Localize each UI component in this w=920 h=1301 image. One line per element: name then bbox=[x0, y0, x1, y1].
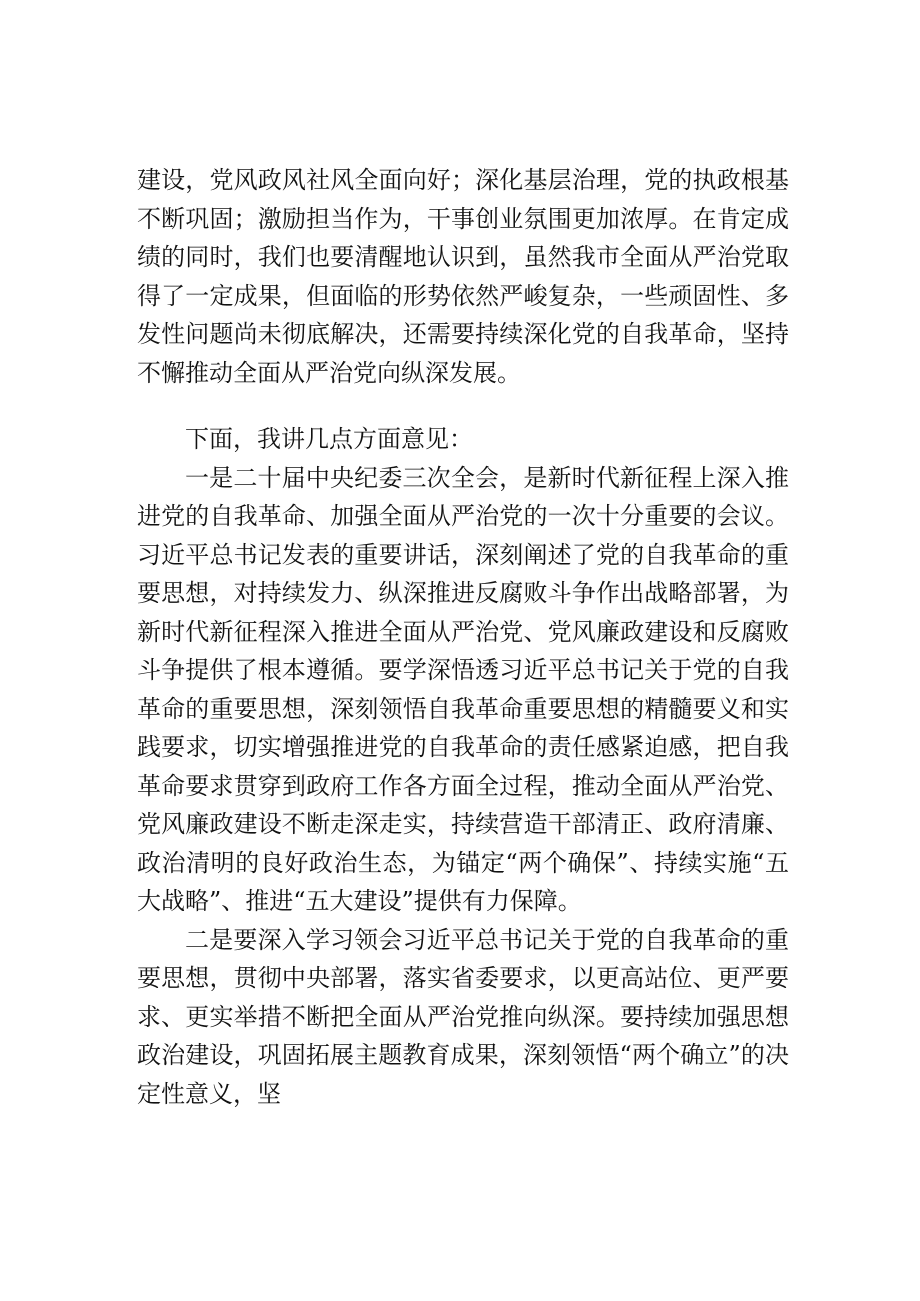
paragraph-point-two: 二是要深入学习领会习近平总书记关于党的自我革命的重要思想，贯彻中央部署，落实省委要求，以更高站位、更严要求、更实举措不断把全面从严治党推向纵深。要持续加强思想政治建设，巩固拓展主题教育成果，深刻领悟“两个确立”的决定性意义，坚 bbox=[137, 925, 789, 1108]
document-body bbox=[137, 161, 789, 1113]
paragraph-continuation: 建设，党风政风社风全面向好；深化基层治理，党的执政根基不断巩固；激励担当作为，干事创业氛围更加浓厚。在肯定成绩的同时，我们也要清醒地认识到，虽然我市全面从严治党取得了一定成果，但面临的形势依然严峻复杂，一些顽固性、多发性问题尚未彻底解决，还需要持续深化党的自我革命，坚持不懈推动全面从严治党向纵深发展。 bbox=[137, 166, 789, 387]
paragraph-point-one: 一是二十届中央纪委三次全会，是新时代新征程上深入推进党的自我革命、加强全面从严治党的一次十分重要的会议。习近平总书记发表的重要讲话，深刻阐述了党的自我革命的重要思想，对持续发力、纵深推进反腐败斗争作出战略部署，为新时代新征程深入推进全面从严治党、党风廉政建设和反腐败斗争提供了根本遵循。要学深悟透习近平总书记关于党的自我革命的重要思想，深刻领悟自我革命重要思想的精髓要义和实践要求，切实增强推进党的自我革命的责任感紧迫感，把自我革命要求贯穿到政府工作各方面全过程，推动全面从严治党、党风廉政建设不断走深走实，持续营造干部清正、政府清廉、政治清明的良好政治生态，为锚定“两个确保”、持续实施“五大战略”、推进“五大建设”提供有力保障。 bbox=[137, 463, 789, 915]
paragraph-intro: 下面，我讲几点方面意见： bbox=[185, 425, 473, 453]
paragraph-gap bbox=[137, 392, 789, 420]
